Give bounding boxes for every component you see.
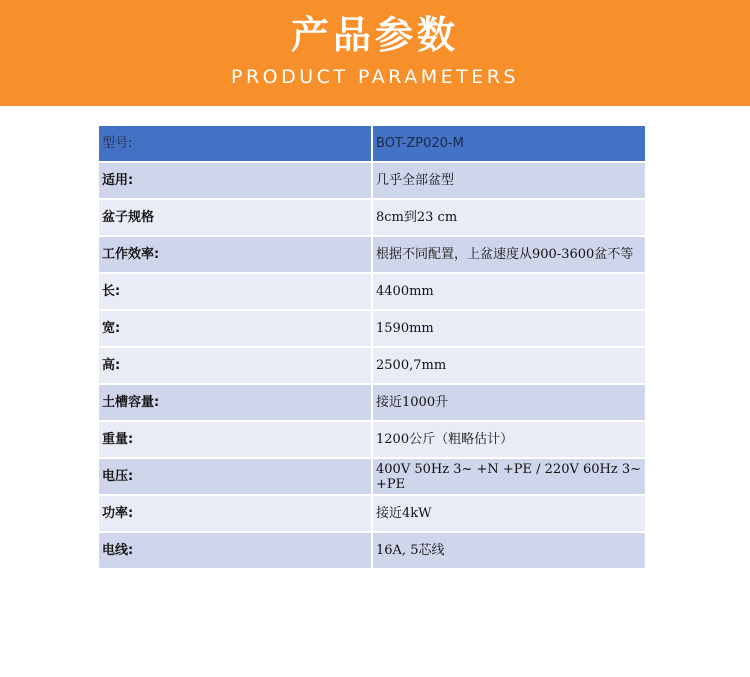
spec-table (99, 124, 645, 570)
spec-label: 工作效率: (99, 237, 373, 272)
spec-label: 土槽容量: (99, 385, 373, 420)
table-row (99, 496, 645, 531)
spec-label: 盆子规格 (99, 200, 373, 235)
page-subtitle: PRODUCT PARAMETERS (230, 66, 519, 88)
spec-value: 几乎全部盆型 (373, 163, 645, 198)
spec-label: 重量: (99, 422, 373, 457)
spec-value: BOT-ZP020-M (373, 126, 645, 161)
table-row (99, 348, 645, 383)
spec-value: 16A, 5芯线 (373, 533, 645, 568)
spec-label: 适用: (99, 163, 373, 198)
table-row (99, 459, 645, 494)
spec-label: 型号: (99, 126, 373, 161)
page-title: 产品参数 (290, 13, 459, 57)
spec-label: 长: (99, 274, 373, 309)
spec-value: 4400mm (373, 274, 645, 309)
spec-value: 1590mm (373, 311, 645, 346)
spec-label: 宽: (99, 311, 373, 346)
spec-value: 8cm到23 cm (373, 200, 645, 235)
spec-label: 高: (99, 348, 373, 383)
spec-value: 2500,7mm (373, 348, 645, 383)
table-row (99, 385, 645, 420)
table-row (99, 237, 645, 272)
table-row (99, 533, 645, 568)
header-banner (0, 0, 750, 106)
table-row (99, 311, 645, 346)
spec-value: 接近1000升 (373, 385, 645, 420)
spec-value: 根据不同配置，上盆速度从900-3600盆不等 (373, 237, 645, 272)
table-row-model (99, 126, 645, 161)
spec-label: 功率: (99, 496, 373, 531)
spec-value: 1200公斤（粗略估计） (373, 422, 645, 457)
spec-value: 400V 50Hz 3~ +N +PE / 220V 60Hz 3~ +PE (373, 459, 645, 494)
table-row (99, 200, 645, 235)
table-row (99, 422, 645, 457)
spec-value: 接近4kW (373, 496, 645, 531)
table-row (99, 163, 645, 198)
table-row (99, 274, 645, 309)
spec-label: 电压: (99, 459, 373, 494)
spec-label: 电线: (99, 533, 373, 568)
